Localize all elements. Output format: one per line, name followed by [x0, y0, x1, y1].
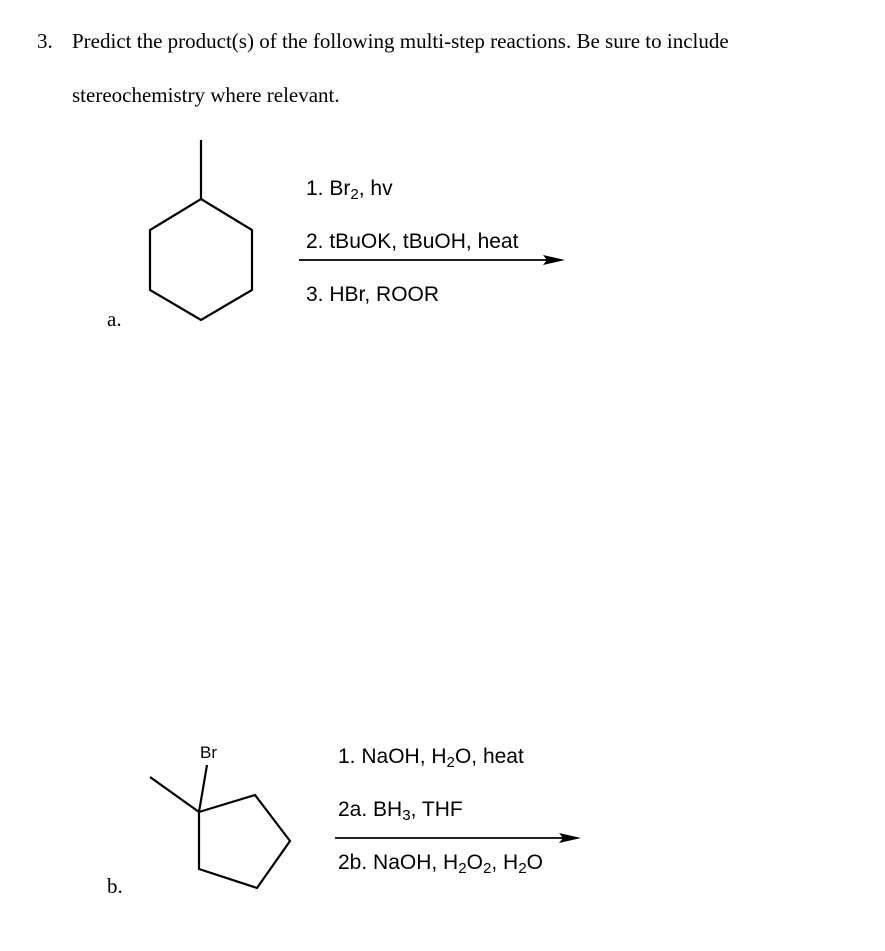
part-b-label: b.: [107, 874, 123, 898]
question-number: 3.: [37, 29, 53, 53]
bromine-atom-label: Br: [200, 743, 217, 762]
part-b-step-2b: 2b. NaOH, $H_2O_2$, $H_2O$: [338, 851, 543, 878]
methylcyclohexane-structure: [140, 135, 260, 325]
cyclopentane-ring: [199, 795, 290, 888]
part-b-step-1: 1. NaOH, $H_2O$, heat: [338, 745, 524, 772]
part-a-reaction-arrow: [299, 253, 569, 267]
question-text-line-1: Predict the product(s) of the following multi-step reactions. Be sure to include: [72, 29, 729, 53]
bromomethylcyclopentane-structure: [140, 760, 300, 910]
part-a-label: a.: [107, 307, 122, 331]
part-a-step-1: 1. $Br_2$, hv: [306, 177, 393, 204]
cyclohexane-ring: [150, 199, 252, 320]
part-b-step-2a: 2a. $BH_3$, THF: [338, 798, 463, 825]
carbon-bromine-bond: [199, 765, 207, 812]
question-text-line-2: stereochemistry where relevant.: [72, 83, 340, 107]
part-b-reaction-arrow: [335, 831, 595, 845]
methyl-bond: [150, 777, 199, 812]
part-a-step-2: 2. tBuOK, tBuOH, heat: [306, 230, 519, 253]
part-a-step-3: 3. HBr, ROOR: [306, 283, 440, 306]
